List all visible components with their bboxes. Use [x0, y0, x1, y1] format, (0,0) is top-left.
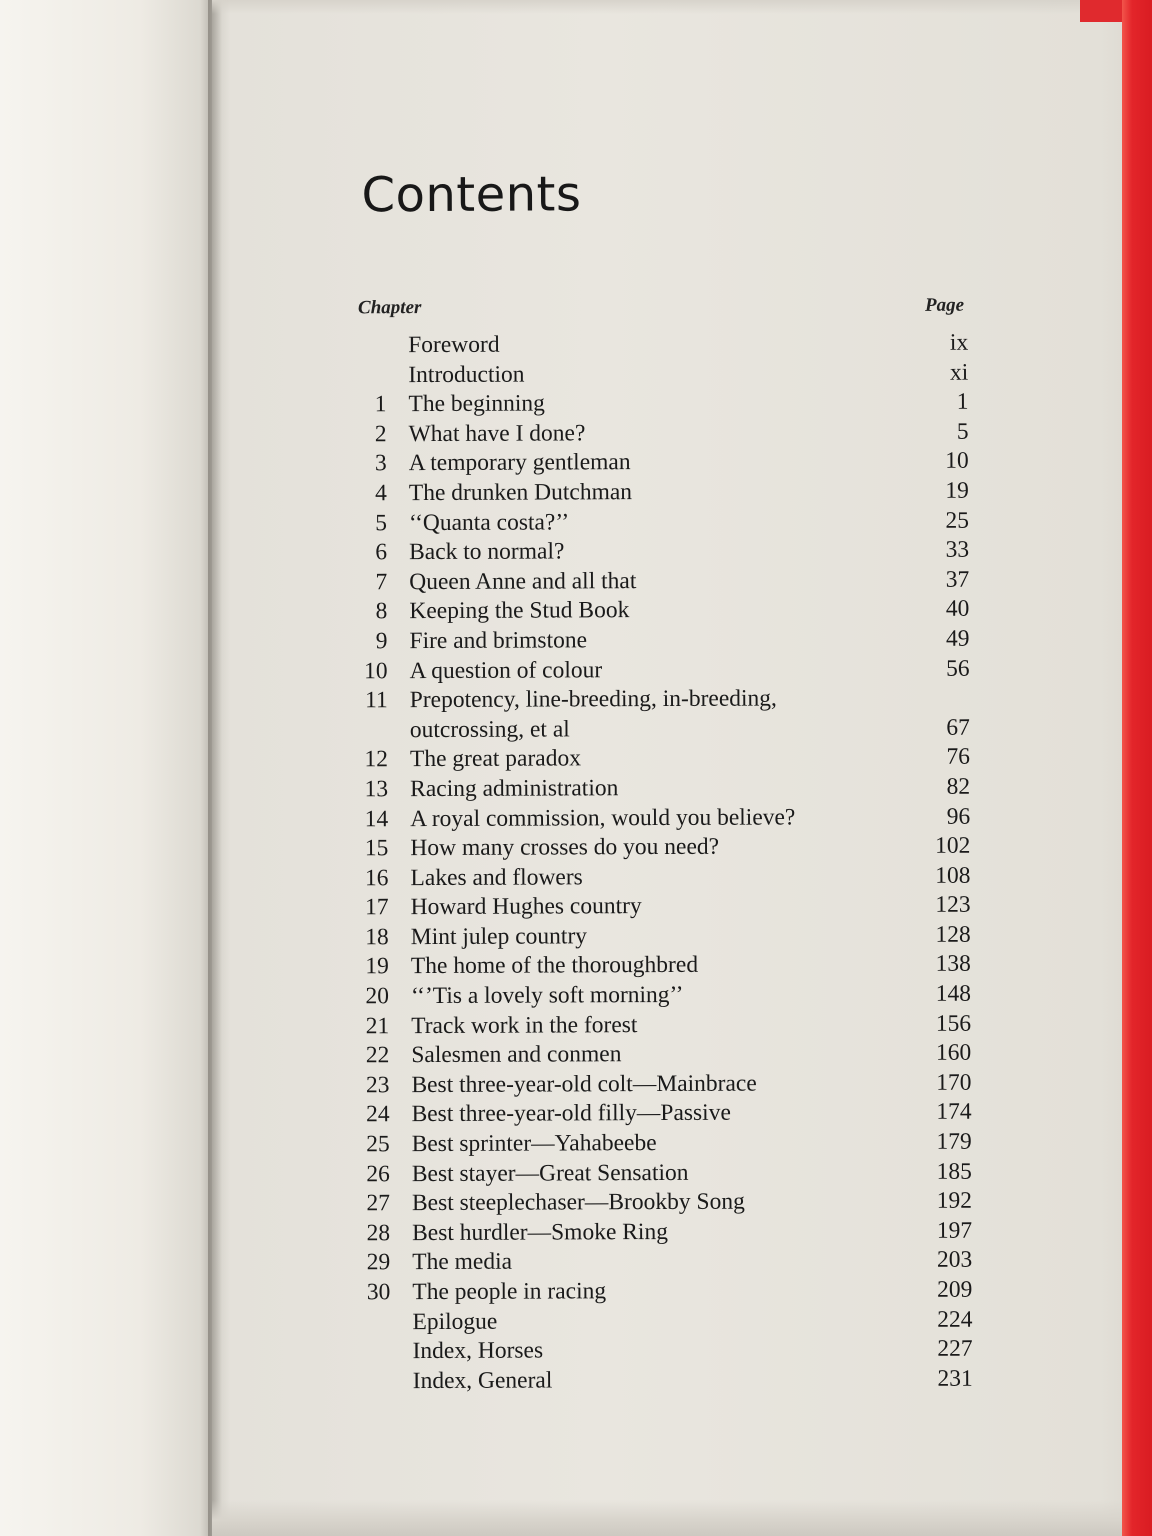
chapter-column-header: Chapter [357, 297, 422, 319]
page-number: 224 [937, 1306, 973, 1333]
chapter-number: 3 [374, 450, 387, 477]
chapter-title: A temporary gentleman [408, 449, 631, 477]
chapter-number: 27 [366, 1190, 390, 1217]
chapter-title: ‘‘’Tis a lovely soft morning’’ [410, 981, 684, 1010]
page-title: Contents [361, 166, 582, 224]
page-number: 179 [936, 1128, 972, 1155]
page-number: 5 [956, 418, 969, 445]
chapter-title: Foreword [408, 331, 500, 359]
contents-list [348, 329, 973, 1397]
chapter-number: 2 [374, 420, 387, 448]
page-number: 56 [946, 655, 970, 682]
page-number: 138 [935, 951, 971, 978]
page-column-header: Page [924, 294, 965, 316]
page-number: 67 [946, 714, 970, 741]
contents-entry [351, 1039, 971, 1071]
contents-entry [350, 832, 970, 864]
chapter-number: 8 [375, 598, 388, 625]
contents-entry [352, 1128, 972, 1160]
chapter-title: The drunken Dutchman [408, 479, 633, 507]
chapter-number: 24 [365, 1101, 390, 1128]
chapter-number: 6 [375, 539, 388, 566]
chapter-number: 21 [365, 1012, 390, 1039]
contents-entry [351, 1098, 971, 1130]
chapter-number: 25 [366, 1131, 390, 1158]
contents-entry [349, 565, 969, 597]
contents-entry [350, 654, 970, 686]
chapter-number: 1 [374, 391, 387, 418]
contents-entry [352, 1305, 972, 1337]
contents-entry [348, 388, 968, 420]
contents-entry [350, 802, 970, 834]
contents-entry [351, 1068, 971, 1100]
page-number: 156 [935, 1010, 972, 1037]
chapter-title: Back to normal? [409, 538, 565, 566]
chapter-number: 5 [375, 509, 388, 536]
page-number: 227 [937, 1335, 973, 1362]
chapter-number: 9 [375, 628, 388, 655]
chapter-title: Howard Hughes country [410, 893, 642, 921]
page-number: 209 [937, 1276, 973, 1303]
chapter-title: Epilogue [412, 1308, 498, 1335]
page-number: 160 [935, 1039, 972, 1067]
chapter-number: 22 [365, 1042, 390, 1069]
page-number: xi [949, 359, 969, 386]
chapter-title: Mint julep country [410, 923, 588, 950]
page-number: 1 [956, 388, 969, 415]
contents-entry [349, 447, 969, 479]
contents-entry [349, 625, 969, 657]
page-number: 37 [945, 566, 970, 593]
contents-entry [348, 358, 968, 390]
chapter-number: 18 [365, 924, 389, 951]
chapter-title: The home of the thoroughbred [410, 952, 699, 980]
chapter-title: Lakes and flowers [410, 864, 583, 891]
page-number: ix [949, 329, 969, 356]
chapter-number: 7 [375, 568, 388, 595]
chapter-number: 11 [365, 687, 388, 714]
chapter-title: Index, General [412, 1367, 553, 1394]
page-number: 10 [945, 448, 969, 475]
chapter-title: Queen Anne and all that [409, 567, 637, 595]
chapter-title: Index, Horses [412, 1337, 544, 1365]
chapter-title: Best sprinter—Yahabeebe [411, 1130, 657, 1158]
chapter-title: Track work in the forest [411, 1011, 638, 1039]
page-number: 203 [936, 1247, 973, 1274]
chapter-title: ‘‘Quanta costa?’’ [408, 508, 570, 536]
page-number: 170 [936, 1069, 972, 1096]
contents-entry [351, 950, 971, 982]
chapter-number: 26 [366, 1160, 390, 1187]
contents-entry [350, 861, 970, 893]
chapter-number: 10 [364, 657, 388, 684]
chapter-title: Racing administration [410, 775, 619, 802]
page-number: 128 [935, 921, 971, 948]
chapter-title: The beginning [408, 390, 545, 418]
contents-entry [352, 1157, 972, 1189]
page-number: 192 [936, 1187, 972, 1215]
page-number: 102 [935, 832, 971, 859]
chapter-title: Best stayer—Great Sensation [411, 1159, 689, 1187]
chapter-title: Introduction [408, 361, 525, 388]
chapter-number: 28 [366, 1219, 391, 1247]
page-number: 49 [945, 625, 970, 652]
chapter-number: 12 [364, 746, 389, 773]
chapter-number: 23 [365, 1072, 390, 1099]
page-number: 197 [936, 1217, 973, 1244]
contents-entry [351, 980, 971, 1012]
page-number: 76 [946, 743, 971, 771]
chapter-title: What have I done? [408, 420, 586, 447]
contents-entry [349, 417, 969, 449]
chapter-title: Prepotency, line-breeding, in-breeding, outcrossing, et al [409, 685, 777, 743]
contents-entry [352, 1276, 972, 1308]
contents-entry [353, 1335, 973, 1367]
chapter-title: Salesmen and conmen [411, 1041, 622, 1069]
chapter-title: Best steeplechaser—Brookby Song [411, 1188, 745, 1217]
chapter-title: The great paradox [409, 745, 581, 773]
chapter-number: 17 [365, 894, 389, 921]
contents-entry [349, 506, 969, 538]
contents-entry [350, 684, 970, 746]
contents-entry [352, 1216, 972, 1248]
chapter-title: The media [412, 1249, 513, 1276]
contents-entry [351, 891, 971, 923]
contents-entry [350, 743, 970, 775]
chapter-title: A royal commission, would you believe? [410, 803, 796, 832]
contents-entry [348, 329, 968, 361]
contents-entry [353, 1364, 973, 1396]
chapter-title: A question of colour [409, 656, 603, 684]
chapter-title: How many crosses do you need? [410, 833, 720, 862]
chapter-title: Best three-year-old colt—Mainbrace [411, 1070, 757, 1098]
chapter-number: 14 [364, 805, 389, 832]
chapter-title: Best hurdler—Smoke Ring [412, 1218, 668, 1246]
chapter-number: 4 [375, 480, 387, 507]
page-number: 40 [945, 595, 970, 623]
page-number: 185 [936, 1158, 972, 1185]
page-number: 19 [945, 477, 969, 504]
page-number: 25 [945, 507, 970, 534]
chapter-title: Fire and brimstone [409, 627, 588, 655]
chapter-title: Best three-year-old filly—Passive [411, 1100, 731, 1128]
contents-entry [349, 595, 969, 627]
page-number: 82 [946, 773, 971, 800]
chapter-number: 29 [366, 1249, 391, 1276]
contents-entry [349, 536, 969, 568]
page-number: 96 [946, 803, 971, 830]
page-number: 108 [935, 862, 971, 889]
chapter-title: The people in racing [412, 1278, 607, 1306]
contents-entry [349, 477, 969, 509]
page-number: 33 [945, 536, 970, 563]
chapter-title: Keeping the Stud Book [409, 597, 630, 625]
chapter-number: 15 [364, 835, 389, 862]
page-number: 174 [936, 1099, 972, 1126]
page-number: 123 [935, 891, 971, 919]
page-number: 148 [935, 980, 972, 1007]
chapter-number: 13 [364, 776, 389, 803]
chapter-number: 20 [365, 983, 390, 1010]
contents-entry [352, 1187, 972, 1219]
chapter-number: 30 [366, 1279, 391, 1306]
contents-entry [351, 921, 971, 953]
contents-entry [350, 773, 970, 805]
page-number: 231 [937, 1365, 973, 1392]
contents-entry [351, 1009, 971, 1041]
chapter-number: 16 [364, 864, 389, 891]
contents-entry [352, 1246, 972, 1278]
chapter-number: 19 [365, 953, 389, 980]
